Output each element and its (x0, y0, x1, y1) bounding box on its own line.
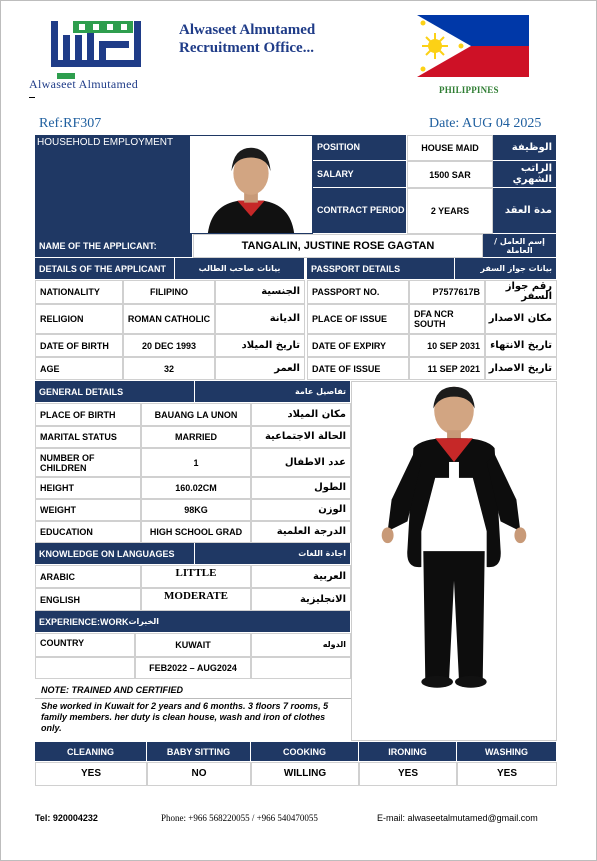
details-row-value: ROMAN CATHOLIC (123, 304, 215, 334)
top-row-ar-text: الراتب الشهري (512, 163, 552, 185)
general-row-ar-text: عدد الاطفال (284, 456, 346, 468)
languages-header-ar (195, 543, 351, 565)
general-row-ar (251, 448, 351, 477)
skill-name: IRONING (359, 742, 457, 762)
note-trained: NOTE: TRAINED AND CERTIFIED (41, 685, 184, 695)
general-header-ar (195, 381, 351, 403)
general-row-ar (251, 403, 351, 426)
skill-value: NO (147, 762, 251, 786)
top-row-ar-text: مدة العقد (504, 205, 552, 216)
passport-row-label: PASSPORT NO. (307, 280, 409, 304)
footer-email: E-mail: alwaseetalmutamed@gmail.com (377, 813, 538, 823)
details-header-ar-text: بيانات صاحب الطالب (198, 264, 281, 273)
office-title (179, 21, 315, 57)
general-row-value: 98KG (141, 499, 251, 521)
details-row-label: AGE (35, 357, 123, 380)
details-row-ar (215, 334, 305, 357)
general-row-label: WEIGHT (35, 499, 141, 521)
passport-row-ar-text: تاريخ الاصدار (488, 362, 552, 374)
language-row-ar (251, 565, 351, 588)
top-row-ar (493, 135, 557, 161)
experience-country-ar (251, 633, 351, 657)
details-row-value: 32 (123, 357, 215, 380)
passport-header-ar-text: بيانات جواز السفر (480, 264, 552, 273)
language-row-label: ENGLISH (35, 588, 141, 611)
details-row-value: 20 DEC 1993 (123, 334, 215, 357)
skill-value: YES (359, 762, 457, 786)
experience-period-spacer (35, 657, 135, 679)
general-row-ar (251, 426, 351, 448)
applicant-name: TANGALIN, JUSTINE ROSE GAGTAN (193, 234, 483, 258)
skill-name: CLEANING (35, 742, 147, 762)
top-row-label: POSITION (313, 135, 407, 161)
details-row-ar-text: تاريخ الميلاد (241, 339, 300, 351)
general-row-ar-text: مكان الميلاد (287, 408, 346, 420)
passport-row-ar (485, 334, 557, 357)
top-row-value: 2 YEARS (407, 188, 493, 234)
passport-row-value: 11 SEP 2021 (409, 357, 485, 380)
general-header: GENERAL DETAILS (35, 381, 195, 403)
experience-country-ar-text: الدوله (322, 640, 346, 649)
general-row-ar-text: الدرجة العلمية (276, 526, 346, 537)
general-row-label: NUMBER OF CHILDREN (35, 448, 141, 477)
top-row-value: 1500 SAR (407, 161, 493, 188)
document-date: Date: AUG 04 2025 (429, 116, 542, 131)
general-header-ar-text: تفاصيل عامة (295, 387, 346, 396)
experience-period: FEB2022 – AUG2024 (135, 657, 251, 679)
general-row-ar-text: الوزن (318, 504, 346, 515)
details-row-label: DATE OF BIRTH (35, 334, 123, 357)
skill-name: COOKING (251, 742, 359, 762)
details-row-ar (215, 280, 305, 304)
details-row-ar-text: العمر (274, 362, 300, 374)
general-row-value: 1 (141, 448, 251, 477)
logo-caption: Alwaseet Almutamed (29, 77, 139, 91)
details-header: DETAILS OF THE APPLICANT (35, 258, 175, 280)
general-row-value: BAUANG LA UNON (141, 403, 251, 426)
languages-header: KNOWLEDGE ON LANGUAGES (35, 543, 195, 565)
language-row-ar-text: العربية (313, 570, 346, 582)
general-row-label: EDUCATION (35, 521, 141, 543)
footer-tel: Tel: 920004232 (35, 813, 98, 823)
note-divider (35, 698, 351, 699)
experience-header (35, 611, 351, 633)
skill-name: BABY SITTING (147, 742, 251, 762)
office-title-line2: Recruitment Office... (179, 40, 314, 56)
office-title-line1: Alwaseet Almutamed (179, 22, 316, 38)
general-row-ar-text: الطول (314, 482, 346, 493)
general-row-ar-text: الحالة الاجتماعية (264, 431, 346, 442)
language-row-ar-text: الانجليزية (299, 593, 346, 605)
passport-row-ar (485, 357, 557, 380)
passport-row-ar-text: رقم جواز السفر (505, 281, 552, 302)
headshot-image (190, 136, 312, 233)
applicant-photo-headshot (189, 135, 313, 234)
details-row-ar-text: الجنسية (261, 286, 300, 297)
details-row-ar (215, 304, 305, 334)
skill-name: WASHING (457, 742, 557, 762)
language-row-label: ARABIC (35, 565, 141, 588)
experience-period-spacer-2 (251, 657, 351, 679)
experience-country: KUWAIT (135, 633, 251, 657)
language-row-value: LITTLE (141, 565, 251, 588)
general-row-ar (251, 477, 351, 499)
general-row-ar (251, 499, 351, 521)
details-row-label: RELIGION (35, 304, 123, 334)
passport-header: PASSPORT DETAILS (307, 258, 455, 280)
details-row-ar-text: الديانة (269, 313, 300, 324)
philippines-flag-icon (417, 15, 529, 77)
top-row-label: CONTRACT PERIOD (313, 188, 407, 234)
footer-phone: Phone: +966 568220055 / +966 540470055 (161, 813, 318, 823)
general-row-label: HEIGHT (35, 477, 141, 499)
top-row-value: HOUSE MAID (407, 135, 493, 161)
passport-row-value: DFA NCR SOUTH (409, 304, 485, 334)
country-label: PHILIPPINES (439, 85, 499, 95)
skill-value: WILLING (251, 762, 359, 786)
passport-row-ar-text: تاريخ الانتهاء (490, 339, 552, 351)
general-row-value: HIGH SCHOOL GRAD (141, 521, 251, 543)
household-employment-panel (35, 135, 189, 234)
general-row-label: MARITAL STATUS (35, 426, 141, 448)
divider (29, 97, 35, 98)
general-row-label: PLACE OF BIRTH (35, 403, 141, 426)
general-row-value: 160.02CM (141, 477, 251, 499)
passport-row-label: PLACE OF ISSUE (307, 304, 409, 334)
skill-value: YES (457, 762, 557, 786)
top-row-ar (493, 161, 557, 188)
section-label: HOUSEHOLD EMPLOYMENT (37, 137, 174, 148)
fullbody-image (352, 382, 556, 740)
general-row-value: MARRIED (141, 426, 251, 448)
passport-row-ar-text: مكان الاصدار (488, 313, 552, 324)
applicant-name-ar-text: إسم العامل / العاملة (494, 236, 545, 255)
passport-row-label: DATE OF EXPIRY (307, 334, 409, 357)
languages-header-ar-text: اجادة اللغات (298, 549, 346, 558)
general-row-ar (251, 521, 351, 543)
passport-row-value: 10 SEP 2031 (409, 334, 485, 357)
skill-value: YES (35, 762, 147, 786)
applicant-name-label: NAME OF THE APPLICANT: (35, 234, 193, 258)
note-experience: She worked in Kuwait for 2 years and 6 months. 3 floors 7 rooms, 5 family members. her duty is clean house, wash and iron of clothes only. (41, 701, 329, 733)
applicant-name-ar (483, 234, 557, 258)
top-row-ar (493, 188, 557, 234)
language-row-value: MODERATE (141, 588, 251, 611)
top-row-label: SALARY (313, 161, 407, 188)
experience-header-ar-text: الخبرات (128, 617, 160, 626)
passport-row-label: DATE OF ISSUE (307, 357, 409, 380)
passport-row-ar (485, 280, 557, 304)
reference-number: Ref:RF307 (39, 116, 102, 131)
passport-row-ar (485, 304, 557, 334)
applicant-photo-fullbody (351, 381, 557, 741)
language-row-ar (251, 588, 351, 611)
details-row-label: NATIONALITY (35, 280, 123, 304)
top-row-ar-text: الوظيفة (511, 142, 552, 153)
passport-row-value: P7577617B (409, 280, 485, 304)
passport-header-ar (455, 258, 557, 280)
details-row-ar (215, 357, 305, 380)
details-header-ar (175, 258, 305, 280)
details-row-value: FILIPINO (123, 280, 215, 304)
experience-header-text: EXPERIENCE:WORK (39, 616, 129, 627)
experience-label: COUNTRY (35, 633, 135, 657)
